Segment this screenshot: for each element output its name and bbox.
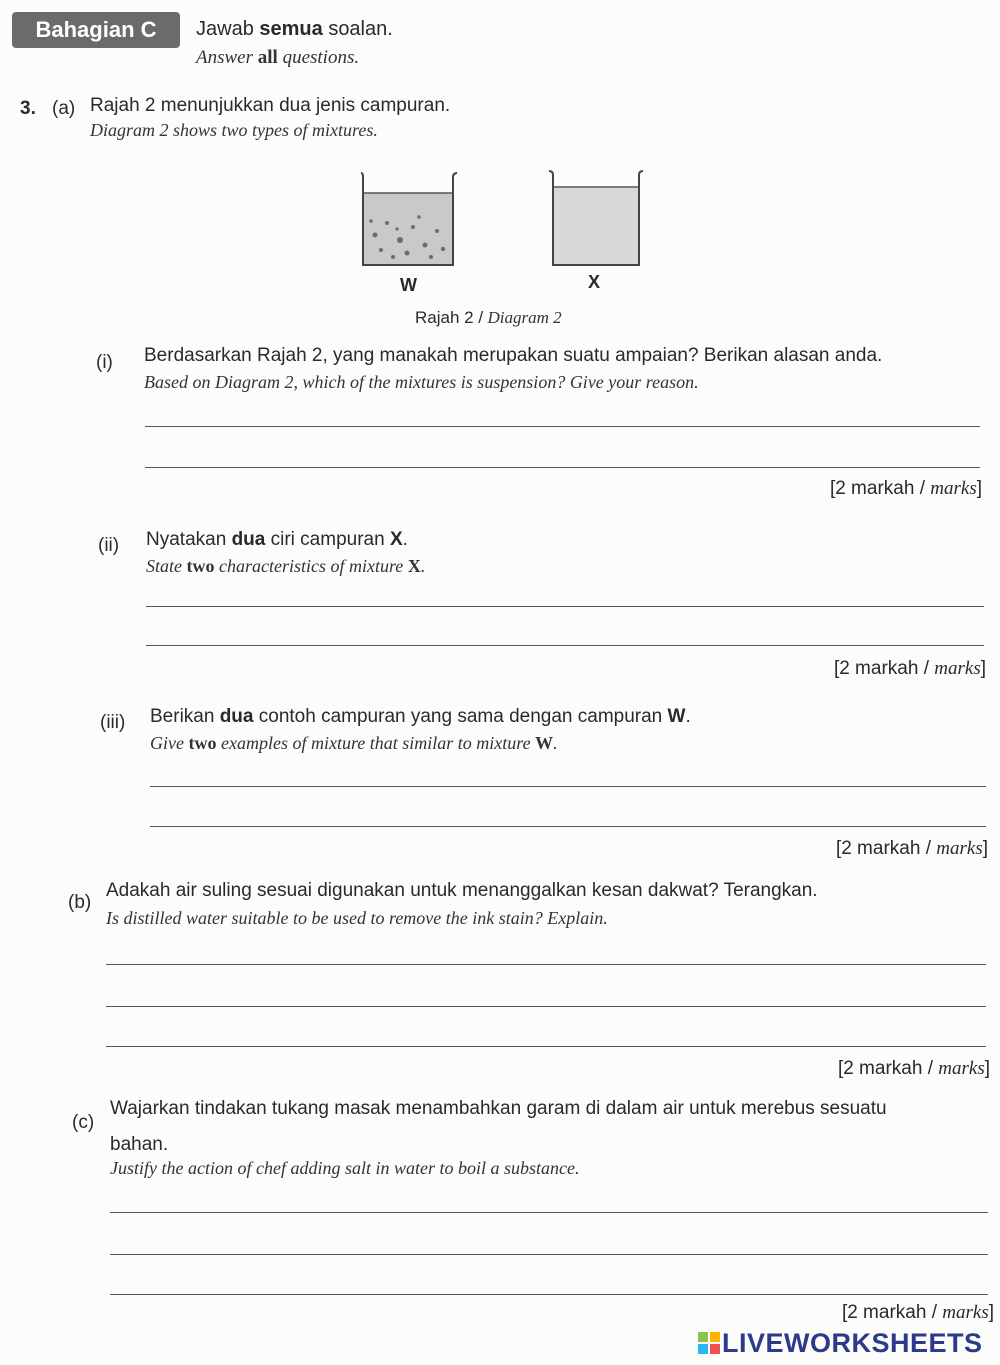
marks-close: ] <box>982 838 988 859</box>
beaker-x <box>549 171 643 265</box>
part-b-label: (b) <box>68 892 92 913</box>
marks-close: ] <box>984 1058 990 1079</box>
text: . <box>553 733 558 753</box>
caption-ms: Rajah 2 / <box>415 308 484 327</box>
answer-line[interactable] <box>146 645 984 646</box>
part-c-text-ms-line2: bahan. <box>110 1134 169 1155</box>
answer-line[interactable] <box>150 786 986 787</box>
liveworksheets-logo[interactable] <box>698 1328 994 1360</box>
bold-text: two <box>186 556 215 576</box>
beaker-x-liquid <box>553 187 639 265</box>
text: characteristics of mixture <box>219 556 404 576</box>
answer-line[interactable] <box>110 1294 988 1295</box>
answer-line[interactable] <box>110 1254 988 1255</box>
bold-text: two <box>188 733 217 753</box>
sub-ii-text-ms <box>146 529 408 551</box>
text: Nyatakan <box>146 529 227 550</box>
beaker-w-label: W <box>400 275 417 295</box>
part-a-text-ms: Rajah 2 menunjukkan dua jenis campuran. <box>90 95 451 116</box>
answer-line[interactable] <box>106 964 986 965</box>
text: examples of mixture that similar to mixture <box>220 733 531 753</box>
answer-line[interactable] <box>106 1046 986 1047</box>
marks-ms: [2 markah / <box>837 1058 933 1079</box>
answer-line[interactable] <box>145 426 980 427</box>
sub-ii-marks <box>834 658 986 680</box>
marks-en: marks <box>930 478 977 499</box>
sub-iii-text-en <box>150 733 558 754</box>
sub-iii-label: (iii) <box>100 712 126 733</box>
marks-en: marks <box>936 838 983 859</box>
instruction-en-bold: all <box>257 47 278 68</box>
marks-ms: [2 markah / <box>833 658 929 679</box>
bold-text: W <box>535 733 554 753</box>
sub-i-text-ms: Berdasarkan Rajah 2, yang manakah merupakan suatu ampaian? Berikan alasan anda. <box>144 345 883 366</box>
answer-line[interactable] <box>145 467 980 468</box>
text: Berikan <box>150 706 215 727</box>
answer-line[interactable] <box>106 1006 986 1007</box>
diagram-beakers <box>355 165 655 290</box>
marks-close: ] <box>980 658 986 679</box>
part-b-text-en: Is distilled water suitable to be used to remove the ink stain? Explain. <box>106 908 608 928</box>
answer-line[interactable] <box>146 606 984 607</box>
instruction-en-text-2: questions. <box>282 47 360 68</box>
instruction-ms-bold: semua <box>259 18 323 40</box>
part-a-text-en: Diagram 2 shows two types of mixtures. <box>90 120 378 140</box>
beaker-x-label: X <box>588 272 601 292</box>
text: . <box>402 529 408 550</box>
sub-ii-text-en <box>146 556 425 577</box>
text: ciri campuran <box>270 529 385 550</box>
part-b-text-ms: Adakah air suling sesuai digunakan untuk menanggalkan kesan dakwat? Terangkan. <box>106 880 818 901</box>
bold-text: X <box>407 556 421 576</box>
part-c-label: (c) <box>72 1112 95 1133</box>
part-c-text-ms-line1: Wajarkan tindakan tukang masak menambahkan garam di dalam air untuk merebus sesuatu <box>110 1098 887 1119</box>
instruction-ms <box>196 18 393 41</box>
section-badge: Bahagian C <box>12 12 180 48</box>
bold-text: dua <box>219 706 254 727</box>
sub-i-marks <box>830 478 982 500</box>
liveworksheets-text: LIVEWORKSHEETS <box>722 1328 983 1358</box>
marks-ms: [2 markah / <box>829 478 925 499</box>
marks-en: marks <box>942 1302 989 1323</box>
text: . <box>685 706 691 727</box>
beaker-w <box>361 173 457 265</box>
answer-line[interactable] <box>150 826 986 827</box>
part-c-marks <box>842 1302 994 1324</box>
sub-i-label: (i) <box>96 352 113 373</box>
marks-ms: [2 markah / <box>835 838 931 859</box>
instruction-en <box>196 47 359 69</box>
part-c-text-en: Justify the action of chef adding salt in water to boil a substance. <box>110 1158 580 1178</box>
sub-i-text-en: Based on Diagram 2, which of the mixtures is suspension? Give your reason. <box>144 372 699 392</box>
marks-close: ] <box>988 1302 994 1323</box>
answer-line[interactable] <box>110 1212 988 1213</box>
bold-text: X <box>389 529 403 550</box>
part-b-marks <box>838 1058 990 1080</box>
liveworksheets-icon <box>698 1332 720 1354</box>
sub-ii-label: (ii) <box>98 535 120 556</box>
marks-ms: [2 markah / <box>841 1302 937 1323</box>
text: State <box>146 556 182 576</box>
marks-en: marks <box>934 658 981 679</box>
question-number: 3. <box>20 98 36 119</box>
marks-close: ] <box>976 478 982 499</box>
text: Give <box>150 733 184 753</box>
caption-en: Diagram 2 <box>487 308 562 327</box>
bold-text: dua <box>231 529 266 550</box>
sub-iii-marks <box>836 838 988 860</box>
part-a-label: (a) <box>52 98 76 119</box>
diagram-caption <box>415 308 562 328</box>
instruction-ms-text: Jawab <box>196 18 254 40</box>
text: contoh campuran yang sama dengan campuran <box>258 706 663 727</box>
instruction-ms-text-2: soalan. <box>328 18 393 40</box>
bold-text: W <box>667 706 686 727</box>
instruction-en-text: Answer <box>196 47 253 68</box>
marks-en: marks <box>938 1058 985 1079</box>
text: . <box>420 556 426 576</box>
sub-iii-text-ms <box>150 706 691 728</box>
